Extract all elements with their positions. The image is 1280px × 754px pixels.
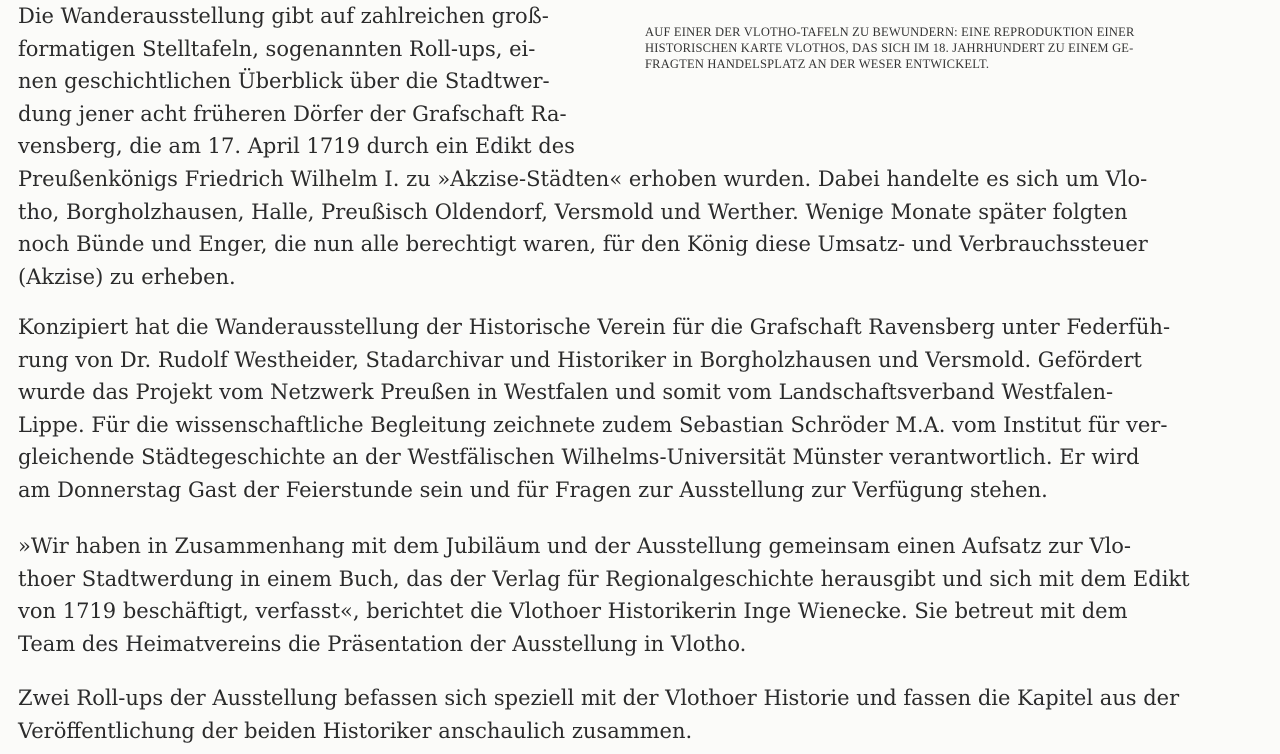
text-line: dung jener acht früheren Dörfer der Grafschaft Ra- [18,101,567,126]
article-paragraph-3 [18,530,1190,660]
caption-line: AUF EINER DER VLOTHO-TAFELN ZU BEWUNDERN: EINE REPRODUKTION EINER [645,25,1135,39]
text-line: Die Wanderausstellung gibt auf zahlreichen groß- [18,4,549,28]
text-line: Zwei Roll-ups der Ausstellung befassen sich speziell mit der Vlothoer Historie und fassen die Kapitel aus der [18,686,1180,710]
text-line: »Wir haben in Zusammenhang mit dem Jubiläum und der Ausstellung gemeinsam einen Aufsatz zur Vlo- [18,534,1132,558]
article-paragraph-2 [18,311,1170,507]
caption-line: HISTORISCHEN KARTE VLOTHOS, DAS SICH IM 18. JAHRHUNDERT ZU EINEM GE- [645,41,1134,55]
text-line: rung von Dr. Rudolf Westheider, Stadarchivar und Historiker in Borgholzhausen und Versmold. Gefördert [18,347,1142,372]
text-line: nen geschichtlichen Überblick über die Stadtwer- [18,69,550,94]
article-paragraph-4 [18,682,1179,747]
text-line: Konzipiert hat die Wanderausstellung der Historische Verein für die Grafschaft Ravensberg unter Federfüh- [18,315,1171,339]
text-line: formatigen Stelltafeln, sogenannten Roll-ups, ei- [18,36,536,61]
text-line: Preußenkönigs Friedrich Wilhelm I. zu »Akzise-Städten« erhoben wurden. Dabei handelte es sich um Vlo- [18,166,1148,191]
text-line: von 1719 beschäftigt, verfasst«, berichtet die Vlothoer Historikerin Inge Wienecke. Sie betreut mit dem [18,599,1128,624]
text-line: (Akzise) zu erheben. [18,264,236,289]
text-line: am Donnerstag Gast der Feierstunde sein und für Fragen zur Ausstellung zur Verfügung stehen. [18,477,1048,502]
text-line: Lippe. Für die wissenschaftliche Begleitung zeichnete zudem Sebastian Schröder M.A. vom Institut für ver- [18,412,1168,437]
text-line: noch Bünde und Enger, die nun alle berechtigt waren, für den König diese Umsatz- und Verbrauchssteuer [18,232,1148,257]
text-line: thoer Stadtwerdung in einem Buch, das der Verlag für Regionalgeschichte herausgibt und sich mit dem Edikt [18,566,1190,591]
text-line: tho, Borgholzhausen, Halle, Preußisch Oldendorf, Versmold und Werther. Wenige Monate später folgten [18,199,1128,224]
text-line: gleichende Städtegeschichte an der Westfälischen Wilhelms-Universität Münster verantwortlich. Er wird [18,445,1140,470]
text-line: Veröffentlichung der beiden Historiker anschaulich zusammen. [18,718,693,743]
text-line: wurde das Projekt vom Netzwerk Preußen in Westfalen und somit vom Landschaftsverband Westfalen- [18,380,1114,405]
text-line: Team des Heimatvereins die Präsentation der Ausstellung in Vlotho. [18,631,747,656]
text-line: vensberg, die am 17. April 1719 durch ein Edikt des [18,134,575,159]
caption-line: FRAGTEN HANDELSPLATZ AN DER WESER ENTWICKELT. [645,57,990,71]
article-paragraph-1 [18,0,1148,293]
